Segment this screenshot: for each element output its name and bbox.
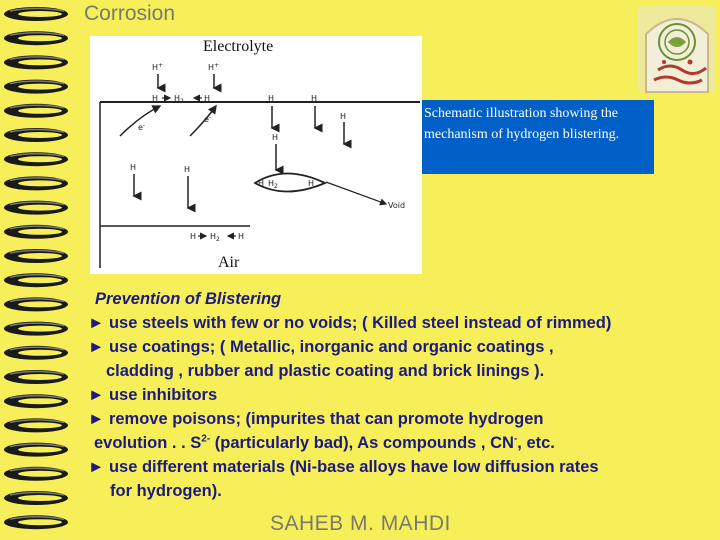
binding-ring-hole bbox=[18, 471, 62, 477]
svg-text:H: H bbox=[258, 179, 265, 188]
binding-ring-hole bbox=[18, 447, 62, 453]
list-item: ► use coatings; ( Metallic, inorganic and organic coatings , bbox=[88, 338, 554, 356]
binding-ring-hole bbox=[18, 253, 62, 259]
svg-text:e-: e- bbox=[138, 122, 146, 132]
binding-ring-hole bbox=[18, 398, 62, 404]
svg-text:H: H bbox=[272, 133, 279, 142]
binding-ring-hole bbox=[18, 519, 62, 525]
binding-ring-hole bbox=[18, 205, 62, 211]
author-footer: SAHEB M. MAHDI bbox=[270, 512, 451, 535]
void-shape bbox=[255, 174, 325, 192]
svg-text:H: H bbox=[238, 232, 245, 241]
binding-ring-hole bbox=[18, 301, 62, 307]
list-item: ► use steels with few or no voids; ( Killed steel instead of rimmed) bbox=[88, 314, 612, 332]
binding-ring-hole bbox=[18, 350, 62, 356]
binding-ring-hole bbox=[18, 108, 62, 114]
svg-text:H2: $H_2$ bbox=[268, 179, 278, 190]
list-item: ► use different materials (Ni-base alloys have low diffusion rates bbox=[88, 458, 599, 476]
svg-text:e-: e- bbox=[204, 114, 212, 124]
binding-ring-hole bbox=[18, 84, 62, 90]
slide-title: Corrosion bbox=[84, 2, 176, 25]
svg-text:H: H bbox=[340, 112, 347, 121]
air-label: Air bbox=[218, 254, 240, 271]
binding-ring-hole bbox=[18, 422, 62, 428]
electrolyte-label: Electrolyte bbox=[203, 38, 274, 55]
svg-text:H: H bbox=[268, 94, 275, 103]
binding-ring-hole bbox=[18, 11, 62, 17]
svg-text:H: H bbox=[190, 232, 197, 241]
list-item-continued: evolution . . $S^{2-}$ (particularly bad), As compounds , CN-, etc. bbox=[94, 433, 555, 452]
list-item: ► remove poisons; (impurites that can promote hydrogen bbox=[88, 410, 544, 428]
list-item: ► use inhibitors bbox=[88, 386, 218, 404]
prevention-list bbox=[88, 287, 720, 503]
diagram-drawing bbox=[90, 36, 422, 274]
binding-ring-hole bbox=[18, 156, 62, 162]
binding-ring-hole bbox=[18, 495, 62, 501]
svg-text:H: H bbox=[184, 165, 191, 174]
spiral-binding bbox=[0, 0, 78, 540]
list-item-continued: for hydrogen). bbox=[110, 482, 222, 500]
svg-text:H: H bbox=[311, 94, 318, 103]
list-item-continued: cladding , rubber and plastic coating and brick linings ). bbox=[106, 362, 545, 380]
binding-ring-hole bbox=[18, 374, 62, 380]
section-heading: Prevention of Blistering bbox=[95, 290, 282, 308]
binding-ring-hole bbox=[18, 59, 62, 65]
bullet-icon: ► bbox=[88, 458, 105, 476]
blistering-diagram bbox=[90, 36, 422, 274]
bullet-icon: ► bbox=[88, 386, 105, 404]
svg-text:H2: $H_2$ bbox=[210, 232, 220, 243]
binding-ring-hole bbox=[18, 132, 62, 138]
binding-ring-hole bbox=[18, 277, 62, 283]
figure-caption: Schematic illustration showing the mechanism of hydrogen blistering. bbox=[422, 100, 654, 174]
binding-ring-hole bbox=[18, 35, 62, 41]
svg-text:H: H bbox=[130, 163, 137, 172]
binding-ring-hole bbox=[18, 229, 62, 235]
svg-text:H: H bbox=[152, 94, 159, 103]
svg-text:H: H bbox=[204, 94, 211, 103]
university-logo bbox=[636, 4, 718, 94]
bullet-icon: ► bbox=[88, 338, 105, 356]
svg-text:H+: H+ bbox=[152, 62, 164, 72]
bullet-icon: ► bbox=[88, 410, 105, 428]
svg-text:H: H bbox=[308, 179, 315, 188]
binding-ring-hole bbox=[18, 180, 62, 186]
bullet-icon: ► bbox=[88, 314, 105, 332]
svg-text:H+: H+ bbox=[208, 62, 220, 72]
binding-ring-hole bbox=[18, 326, 62, 332]
svg-text:Void: Void bbox=[388, 201, 406, 210]
svg-text:H2: $H_2$ bbox=[174, 94, 184, 105]
